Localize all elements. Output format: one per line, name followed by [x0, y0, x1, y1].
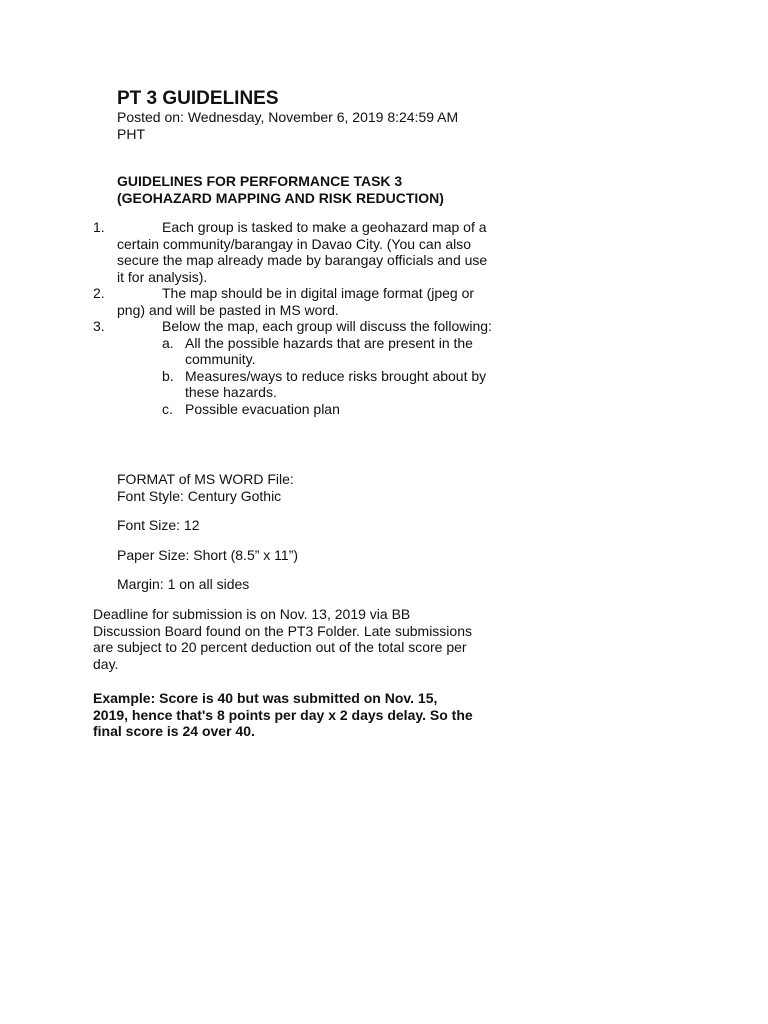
- format-heading: FORMAT of MS WORD File:: [117, 471, 294, 487]
- format-paper-size: Paper Size: Short (8.5” x 11”): [117, 546, 299, 563]
- deadline-paragraph: Deadline for submission is on Nov. 13, 2019 via BB Discussion Board found on the PT3 Folder. Late submissions are subject to 20 percent deduction out of the total score per day.: [93, 606, 472, 672]
- example-paragraph: Example: Score is 40 but was submitted on Nov. 15, 2019, hence that's 8 points per day x 2 days delay. So the final score is 24 over 40.: [93, 690, 473, 739]
- list-item-text: Below the map, each group will discuss the following:: [162, 318, 492, 334]
- list-item-number: 1.: [93, 219, 105, 235]
- list-item-number: 3.: [93, 318, 105, 334]
- sublist-item-text: Possible evacuation plan: [185, 400, 340, 417]
- sublist-item-text: Measures/ways to reduce risks brought about by these hazards.: [185, 367, 487, 400]
- sublist-item-text: All the possible hazards that are present in the community.: [185, 334, 473, 367]
- format-section: [117, 471, 477, 593]
- sublist-item-letter: a.: [162, 334, 174, 351]
- sublist-item: [93, 335, 493, 368]
- list-item-text: Each group is tasked to make a geohazard map of a certain community/barangay in Davao City. (You can also secure the map already made by barangay officials and use it for analysis).: [117, 219, 488, 285]
- section-heading: GUIDELINES FOR PERFORMANCE TASK 3 (GEOHAZARD MAPPING AND RISK REDUCTION): [117, 173, 444, 206]
- sublist-item: [93, 401, 493, 418]
- guidelines-list: [93, 219, 493, 417]
- list-item-text: The map should be in digital image format (jpeg or png) and will be pasted in MS word.: [117, 285, 475, 318]
- list-item: [93, 318, 493, 417]
- format-margin: Margin: 1 on all sides: [117, 576, 250, 592]
- sublist-item: [93, 368, 493, 401]
- sublist-item-letter: c.: [162, 400, 173, 417]
- list-item-number: 2.: [93, 285, 105, 301]
- sublist-item-letter: b.: [162, 367, 174, 384]
- list-item: [93, 219, 493, 285]
- list-item: [93, 285, 493, 318]
- format-font-size: Font Size: 12: [117, 517, 200, 533]
- posted-timestamp: Posted on: Wednesday, November 6, 2019 8:24:59 AM PHT: [117, 109, 459, 142]
- discussion-sublist: [93, 335, 493, 418]
- page-title: PT 3 GUIDELINES: [117, 88, 279, 109]
- format-font-style: Font Style: Century Gothic: [117, 487, 282, 504]
